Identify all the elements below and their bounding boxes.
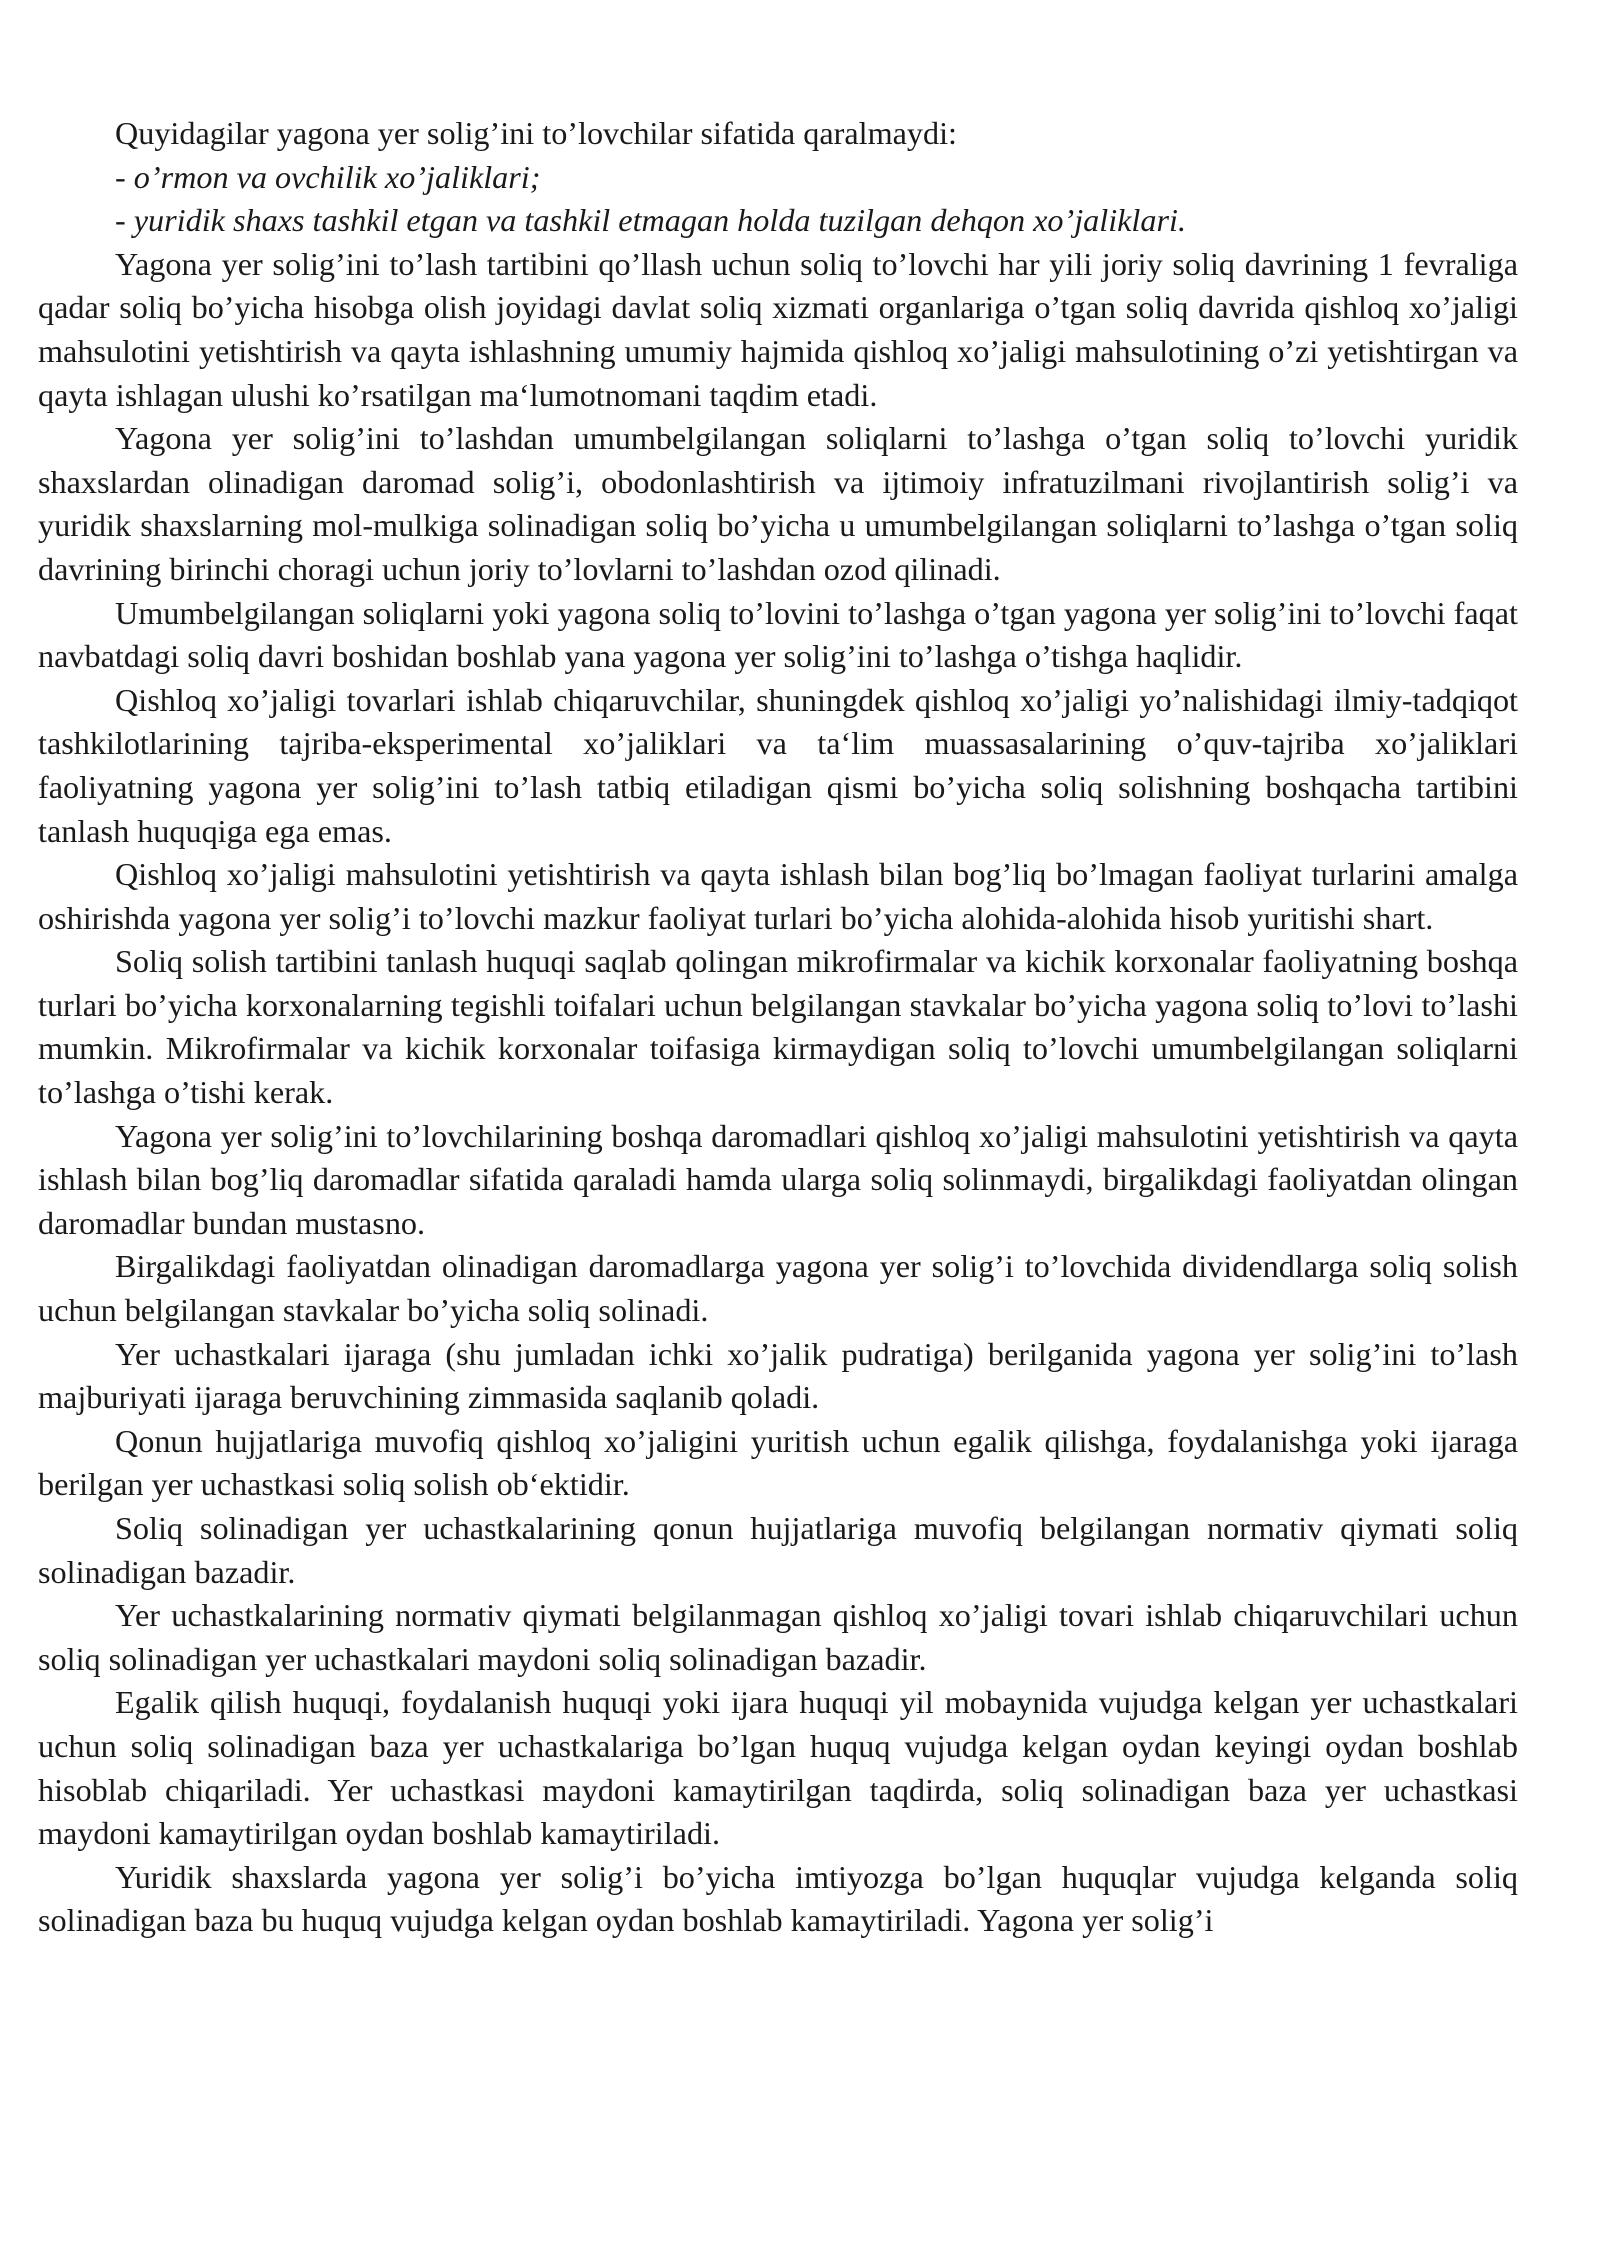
- paragraph-other-income: Yagona yer solig’ini to’lovchilarining boshqa daromadlari qishloq xo’jaligi mahsulotini yetishtirish va qayta ishlash bilan bog’liq daromadlar sifatida qaraladi hamda ularga soliq solinmaydi, birgalikdagi faoliyatdan olingan daromadlar bundan mustasno.: [38, 1117, 1518, 1241]
- paragraph-base-calculation: Egalik qilish huquqi, foydalanish huquqi yoki ijara huquqi yil mobaynida vujudga kelgan yer uchastkalari uchun soliq solinadigan baza yer uchastkalariga bo’lgan huquq vujudga kelgan oydan keyingi oydan boshlab hisoblab chiqariladi. Yer uchastkasi maydoni kamaytirilgan taqdirda, soliq solinadigan baza yer uchastkasi maydoni kamaytirilgan oydan boshlab kamaytiriladi.: [38, 1684, 1518, 1852]
- paragraph-taxable-base-normative: Soliq solinadigan yer uchastkalarining qonun hujjatlariga muvofiq belgilangan normativ qiymati soliq solinadigan bazadir.: [38, 1510, 1518, 1590]
- paragraph-separate-accounting: Qishloq xo’jaligi mahsulotini yetishtirish va qayta ishlash bilan bog’liq bo’lmagan faoliyat turlarini amalga oshirishda yagona yer solig’i to’lovchi mazkur faoliyat turlari bo’yicha alohida-alohida hisob yuritishi shart.: [38, 856, 1518, 936]
- paragraph-exemption-current-payments: Yagona yer solig’ini to’lashdan umumbelgilangan soliqlarni to’lashga o’tgan soliq to’lovchi yuridik shaxslardan olinadigan daromad solig’i, obodonlashtirish va ijtimoiy infratuzilmani rivojlantirish solig’i va yuridik shaxslarning mol-mulkiga solinadigan soliq bo’yicha u umumbelgilangan soliqlarni to’lashga o’tgan soliq davrining birinchi choragi uchun joriy to’lovlarni to’lashdan ozod qilinadi.: [38, 420, 1518, 587]
- paragraph-microfirms: Soliq solish tartibini tanlash huquqi saqlab qolingan mikrofirmalar va kichik korxonalar faoliyatning boshqa turlari bo’yicha korxonalarning tegishli toifalari uchun belgilangan stavkalar bo’yicha yagona soliq to’lovi to’lashi mumkin. Mikrofirmalar va kichik korxonalar toifasiga kirmaydigan soliq to’lovchi umumbelgilangan soliqlarni to’lashga o’tishi kerak.: [38, 943, 1518, 1111]
- paragraph-taxable-object: Qonun hujjatlariga muvofiq qishloq xo’jaligini yuritish uchun egalik qilishga, foydalanishga yoki ijaraga berilgan yer uchastkasi soliq solish ob‘ektidir.: [38, 1422, 1518, 1503]
- exclusion-item-forestry: - o’rmon va ovchilik xo’jaliklari;: [115, 158, 541, 195]
- document-page: [38, 112, 1518, 1943]
- paragraph-taxable-base-area: Yer uchastkalarining normativ qiymati belgilanmagan qishloq xo’jaligi tovari ishlab chiqaruvchilari uchun soliq solinadigan yer uchastkalari maydoni soliq solinadigan bazadir.: [38, 1597, 1518, 1677]
- paragraph-no-alternative-regime: Qishloq xo’jaligi tovarlari ishlab chiqaruvchilar, shuningdek qishloq xo’jaligi yo’nalishidagi ilmiy-tadqiqot tashkilotlarining tajriba-eksperimental xo’jaliklari va ta‘lim muassasalarining o’quv-tajriba xo’jaliklari faoliyatning yagona yer solig’ini to’lash tatbiq etiladigan qismi bo’yicha soliq solishning boshqacha tartibini tanlash huquqiga ega emas.: [38, 681, 1518, 849]
- exclusion-item-dehqon: - yuridik shaxs tashkil etgan va tashkil etmagan holda tuzilgan dehqon xo’jaliklari.: [115, 202, 1186, 239]
- paragraph-base-reduction: Yuridik shaxslarda yagona yer solig’i bo’yicha imtiyozga bo’lgan huquqlar vujudga kelganda soliq solinadigan baza bu huquq vujudga kelgan oydan boshlab kamaytiriladi. Yagona yer solig’i: [38, 1858, 1518, 1939]
- paragraph-lease-obligation: Yer uchastkalari ijaraga (shu jumladan ichki xo’jalik pudratiga) berilganida yagona yer solig’ini to’lash majburiyati ijaraga beruvchining zimmasida saqlanib qoladi.: [38, 1335, 1518, 1416]
- paragraph-return-to-land-tax: Umumbelgilangan soliqlarni yoki yagona soliq to’lovini to’lashga o’tgan yagona yer solig’ini to’lovchi faqat navbatdagi soliq davri boshidan boshlab yana yagona yer solig’ini to’lashga o’tishga haqlidir.: [38, 594, 1518, 675]
- intro-paragraph: Quyidagilar yagona yer solig’ini to’lovchilar sifatida qaralmaydi:: [115, 115, 957, 151]
- paragraph-certificate-submission: Yagona yer solig’ini to’lash tartibini qo’llash uchun soliq to’lovchi har yili joriy soliq davrining 1 fevraliga qadar soliq bo’yicha hisobga olish joyidagi davlat soliq xizmati organlariga o’tgan soliq davrida qishloq xo’jaligi mahsulotini yetishtirish va qayta ishlashning umumiy hajmida qishloq xo’jaligi mahsulotining o’zi yetishtirgan va qayta ishlagan ulushi ko’rsatilgan ma‘lumotnomani taqdim etadi.: [38, 245, 1518, 413]
- paragraph-joint-activity-income: Birgalikdagi faoliyatdan olinadigan daromadlarga yagona yer solig’i to’lovchida dividendlarga soliq solish uchun belgilangan stavkalar bo’yicha soliq solinadi.: [38, 1248, 1518, 1329]
